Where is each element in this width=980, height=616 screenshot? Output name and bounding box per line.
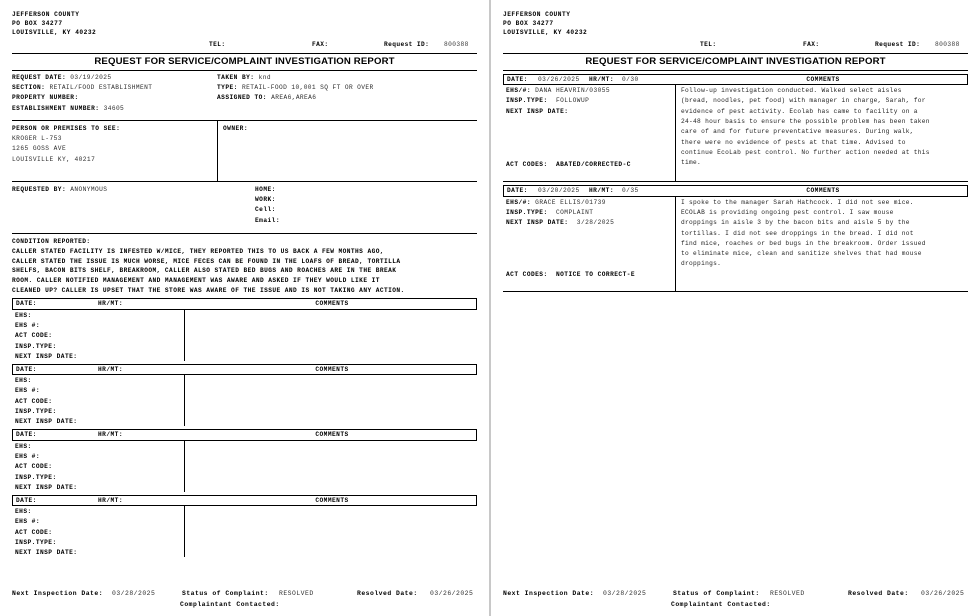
block-body (12, 375, 477, 426)
ehs-row (15, 442, 180, 452)
type-label: TYPE: (217, 84, 238, 92)
date-label: DATE: (16, 365, 37, 373)
status-of-complaint-label: Status of Complaint: (673, 590, 760, 597)
page-right (490, 0, 980, 616)
insp-type-value: FOLLOWUP (555, 97, 590, 105)
block-vertical-divider (184, 506, 185, 557)
ehs-label: EHS: (15, 311, 32, 319)
ehs-combined-label: EHS/#: (506, 87, 531, 95)
request-id-label: Request ID: (875, 40, 921, 48)
block-body (12, 506, 477, 557)
taken-by-value: knd (258, 73, 271, 81)
block-fields (15, 311, 180, 362)
inspection-block-blank (12, 429, 477, 492)
block-fields (15, 376, 180, 427)
agency-name: JEFFERSON COUNTY (503, 11, 571, 18)
act-code-label: ACT CODE: (15, 463, 53, 471)
request-info-block (12, 71, 477, 120)
insp-type-value: COMPLAINT (555, 208, 594, 216)
comment-line: (bread, noodles, pet food) with manager in charge, Sarah, for (681, 97, 926, 105)
ehs-row (15, 376, 180, 386)
page-title: REQUEST FOR SERVICE/COMPLAINT INVESTIGATION REPORT (94, 55, 395, 67)
complainant-contacted-label: Complaintant Contacted: (180, 601, 280, 608)
establishment-number-label: ESTABLISHMENT NUMBER: (12, 104, 100, 112)
ehs-label: EHS: (15, 377, 32, 385)
taken-by-label: TAKEN BY: (217, 73, 255, 81)
hrmt-label: HR/MT: (98, 431, 123, 439)
comments-label: COMMENTS (806, 75, 840, 83)
next-insp-label: NEXT INSP DATE: (15, 352, 78, 360)
comment-line: there were no evidence of pests at that time. Advised to (681, 138, 906, 146)
ehs-row (506, 86, 671, 96)
section-value: RETAIL/FOOD ESTABLISHMENT (49, 84, 153, 92)
block-body (12, 310, 477, 361)
block-header-bar (503, 74, 968, 86)
condition-line: CALLER STATED THE ISSUE IS MUCH WORSE, MICE FECES CAN BE FOUND IN THE LOAFS OF BREAD, TORTILLA (12, 257, 401, 265)
work-row (255, 195, 280, 205)
act-code-label: ACT CODE: (15, 528, 53, 536)
footer-row-secondary (503, 601, 968, 612)
next-insp-row (15, 483, 180, 493)
premises-owner-block (12, 121, 477, 182)
page-footer-left (12, 590, 477, 612)
assigned-to-row (217, 93, 477, 103)
act-codes-label: ACT CODES: (506, 161, 548, 169)
complainant-contacted-label: Complaintant Contacted: (671, 601, 771, 608)
block-vertical-divider (675, 197, 676, 291)
taken-by-row (217, 73, 477, 83)
insp-type-row (15, 342, 180, 352)
insp-type-label: INSP.TYPE: (15, 342, 57, 350)
agency-masthead (503, 10, 968, 38)
date-value: 03/20/2025 (538, 187, 580, 195)
date-label: DATE: (507, 187, 528, 195)
insp-type-row (15, 473, 180, 483)
block-fields (15, 507, 180, 558)
property-number-row (12, 93, 212, 103)
email-label: Email: (255, 216, 280, 224)
cell-row (255, 205, 280, 215)
block-header-bar (12, 495, 477, 507)
condition-line: ROOM. CALLER NOTIFIED MANAGEMENT AND MANAGEMENT WAS AWARE AND ASKED IF THEY WOULD LIKE IT (12, 276, 380, 284)
request-id-value: 800388 (935, 40, 960, 48)
record-comments (681, 198, 968, 270)
fax-label: FAX: (803, 40, 820, 48)
owner-label: OWNER: (223, 124, 248, 132)
requested-by-row (12, 185, 107, 195)
act-code-row (15, 331, 180, 341)
next-insp-label: NEXT INSP DATE: (506, 219, 569, 227)
ehs-num-label: EHS #: (15, 518, 40, 526)
condition-line: CLEANED UP? CALLER IS UPSET THAT THE STORE WAS AWARE OF THE ISSUE AND IS NOT TAKING ANY ACTION. (12, 286, 405, 294)
ehs-num-row (15, 517, 180, 527)
block-vertical-divider (184, 441, 185, 492)
agency-po-box: PO BOX 34277 (12, 20, 63, 28)
comment-line: 24-48 hour basis to ensure the possible problem has been taken (681, 118, 930, 125)
requested-by-value: ANONYMOUS (70, 185, 108, 193)
page-title: REQUEST FOR SERVICE/COMPLAINT INVESTIGATION REPORT (585, 55, 886, 67)
hrmt-value: 0/30 (622, 75, 639, 83)
section-label: SECTION: (12, 84, 46, 92)
comment-line: I spoke to the manager Sarah Hathcock. I did not see mice. (681, 198, 914, 206)
act-codes-value: NOTICE TO CORRECT-E (555, 270, 636, 278)
block-header-bar (12, 298, 477, 310)
comment-line: ECOLAB is providing ongoing pest control. I saw mouse (681, 208, 894, 216)
ehs-label: EHS: (15, 442, 32, 450)
block-fields (506, 198, 671, 229)
comment-line: droppings in aisle 3 by the bacon bits and aisle 5 by the (681, 219, 910, 227)
work-label: WORK: (255, 196, 276, 204)
comment-line: droppings. (681, 260, 722, 268)
block-header-bar (503, 185, 968, 197)
agency-city-state-zip: LOUISVILLE, KY 40232 (503, 29, 588, 37)
premises-label: PERSON OR PREMISES TO SEE: (12, 124, 121, 132)
hrmt-label: HR/MT: (589, 187, 614, 195)
block-body (503, 85, 968, 181)
comment-line: evidence of pest activity. Ecolab has came to facility on a (681, 107, 918, 115)
block-header-bar (12, 429, 477, 441)
next-insp-label: NEXT INSP DATE: (15, 483, 78, 491)
next-inspection-date-label: Next Inspection Date: (503, 590, 595, 597)
request-id-value: 800388 (444, 40, 469, 48)
header-rule-bottom (503, 70, 968, 71)
agency-city-state-zip: LOUISVILLE, KY 40232 (12, 29, 97, 37)
comment-line: tortillas. I did not see droppings in the bread. I did not (681, 229, 914, 237)
home-row (255, 185, 280, 195)
act-codes-row (506, 270, 635, 280)
insp-type-row (506, 208, 671, 218)
block-body (12, 441, 477, 492)
hrmt-label: HR/MT: (98, 496, 123, 504)
premises-name: KROGER L-753 (12, 135, 62, 143)
condition-line: SHELFS, BACON BITS SHELF, BREAKROOM, CALLER ALSO STATED BED BUGS AND ROACHES ARE IN THE BREAK (12, 267, 397, 275)
ehs-row (15, 507, 180, 517)
act-code-label: ACT CODE: (15, 397, 53, 405)
inspection-block-blank (12, 298, 477, 361)
email-row (255, 216, 280, 226)
next-insp-label: NEXT INSP DATE: (15, 418, 78, 426)
act-code-row (15, 528, 180, 538)
premises-column (12, 124, 212, 166)
hrmt-label: HR/MT: (98, 300, 123, 308)
section-row (12, 83, 212, 93)
footer-row-primary (503, 590, 968, 601)
ehs-num-row (15, 386, 180, 396)
block-fields (506, 86, 671, 117)
next-insp-row (506, 107, 671, 117)
ehs-combined-label: EHS/#: (506, 198, 531, 206)
inspection-record (503, 74, 968, 182)
agency-name: JEFFERSON COUNTY (12, 11, 80, 18)
date-label: DATE: (16, 431, 37, 439)
premises-street: 1265 GOSS AVE (12, 145, 67, 153)
resolved-date-label: Resolved Date: (848, 590, 909, 597)
status-of-complaint-value: RESOLVED (279, 590, 314, 597)
inspection-block-blank (12, 495, 477, 558)
ehs-num-label: EHS #: (15, 321, 40, 329)
comment-line: Follow-up investigation conducted. Walked select aisles (681, 87, 902, 95)
assigned-to-value: AREA6,AREA6 (271, 94, 317, 102)
home-label: HOME: (255, 185, 276, 193)
footer-row-secondary (12, 601, 477, 612)
comments-label: COMMENTS (315, 300, 349, 308)
status-of-complaint-label: Status of Complaint: (182, 590, 269, 597)
next-inspection-date-label: Next Inspection Date: (12, 590, 104, 597)
status-of-complaint-value: RESOLVED (770, 590, 805, 597)
block-header-bar (12, 364, 477, 376)
establishment-number-value: 34605 (103, 104, 125, 112)
condition-reported-section (12, 234, 477, 296)
next-insp-row (506, 218, 671, 228)
divider-between-records (503, 181, 968, 182)
ehs-num-label: EHS #: (15, 387, 40, 395)
insp-type-label: INSP.TYPE: (15, 539, 57, 547)
block-vertical-divider (184, 310, 185, 361)
date-label: DATE: (16, 300, 37, 308)
tel-label: TEL: (700, 40, 717, 48)
next-insp-row (15, 548, 180, 558)
requested-by-block (12, 182, 477, 232)
next-insp-label: NEXT INSP DATE: (506, 107, 569, 115)
agency-masthead (12, 10, 477, 38)
ehs-num-row (15, 321, 180, 331)
act-codes-label: ACT CODES: (506, 270, 548, 278)
insp-type-label: INSP.TYPE: (506, 208, 548, 216)
next-insp-row (15, 352, 180, 362)
inspection-record (503, 185, 968, 291)
resolved-date-value: 03/26/2025 (921, 590, 965, 597)
next-inspection-date-value: 03/28/2025 (603, 590, 647, 597)
establishment-number-row (12, 104, 212, 114)
comment-line: to eliminate mice, clean and sanitize shelves that had mouse (681, 250, 922, 258)
block-vertical-divider (184, 375, 185, 426)
block-fields (15, 442, 180, 493)
comment-line: find mice, roaches or bed bugs in the breakroom. Order issued (681, 239, 926, 247)
record-comments (681, 86, 968, 168)
insp-type-label: INSP.TYPE: (15, 473, 57, 481)
act-code-row (15, 462, 180, 472)
ehs-num-row (15, 452, 180, 462)
hrmt-value: 0/35 (622, 187, 639, 195)
act-codes-row (506, 160, 631, 170)
act-code-label: ACT CODE: (15, 332, 53, 340)
cell-label: Cell: (255, 206, 276, 214)
fax-label: FAX: (312, 40, 329, 48)
hrmt-label: HR/MT: (98, 365, 123, 373)
type-row (217, 83, 477, 93)
ehs-row (15, 311, 180, 321)
assigned-to-label: ASSIGNED TO: (217, 94, 267, 102)
request-date-value: 03/19/2025 (70, 73, 112, 81)
comment-line: continue EcoLab pest control. No further action needed at this (681, 148, 930, 156)
comment-line: time. (681, 159, 702, 167)
hrmt-label: HR/MT: (589, 75, 614, 83)
page-footer-right (503, 590, 968, 612)
tel-label: TEL: (209, 40, 226, 48)
insp-type-row (15, 538, 180, 548)
requested-by-label: REQUESTED BY: (12, 185, 67, 193)
owner-column (223, 124, 473, 134)
next-insp-row (15, 417, 180, 427)
ehs-label: EHS: (15, 508, 32, 516)
next-insp-label: NEXT INSP DATE: (15, 549, 78, 557)
condition-line: CALLER STATED FACILITY IS INFESTED W/MICE, THEY REPORTED THIS TO US BACK A FEW MONTHS AGO, (12, 248, 384, 256)
property-number-label: PROPERTY NUMBER: (12, 94, 79, 102)
comments-label: COMMENTS (315, 431, 349, 439)
insp-type-label: INSP.TYPE: (15, 408, 57, 416)
resolved-date-label: Resolved Date: (357, 590, 418, 597)
insp-type-row (506, 96, 671, 106)
agency-po-box: PO BOX 34277 (503, 20, 554, 28)
comments-label: COMMENTS (315, 496, 349, 504)
comments-label: COMMENTS (806, 187, 840, 195)
act-codes-value: ABATED/CORRECTED-C (555, 161, 631, 169)
comments-label: COMMENTS (315, 365, 349, 373)
date-value: 03/26/2025 (538, 75, 580, 83)
block-body (503, 197, 968, 291)
ehs-row (506, 198, 671, 208)
resolved-date-value: 03/26/2025 (430, 590, 474, 597)
condition-title: CONDITION REPORTED: (12, 237, 91, 245)
next-inspection-date-value: 03/28/2025 (112, 590, 156, 597)
ehs-num-label: EHS #: (15, 452, 40, 460)
next-insp-value: 3/28/2025 (576, 219, 615, 227)
request-date-row (12, 73, 212, 83)
act-code-row (15, 397, 180, 407)
inspection-block-blank (12, 364, 477, 427)
footer-row-primary (12, 590, 477, 601)
request-id-label: Request ID: (384, 40, 430, 48)
premises-owner-divider (217, 121, 218, 181)
premises-city-state-zip: LOUISVILLE KY, 40217 (12, 155, 96, 163)
contact-line (12, 41, 477, 52)
requester-contact-fields (255, 185, 280, 227)
type-value: RETAIL-FOOD 10,001 SQ FT OR OVER (242, 84, 374, 92)
ehs-value: DANA HEAVRIN/03055 (535, 87, 611, 95)
date-label: DATE: (16, 496, 37, 504)
ehs-value: GRACE ELLIS/01739 (535, 198, 606, 206)
block-vertical-divider (675, 85, 676, 181)
comment-line: care of and for future preventative measures. During walk, (681, 128, 914, 136)
date-label: DATE: (507, 75, 528, 83)
divider-after-records (503, 291, 968, 292)
request-date-label: REQUEST DATE: (12, 73, 67, 81)
insp-type-row (15, 407, 180, 417)
insp-type-label: INSP.TYPE: (506, 97, 548, 105)
contact-line (503, 41, 968, 52)
